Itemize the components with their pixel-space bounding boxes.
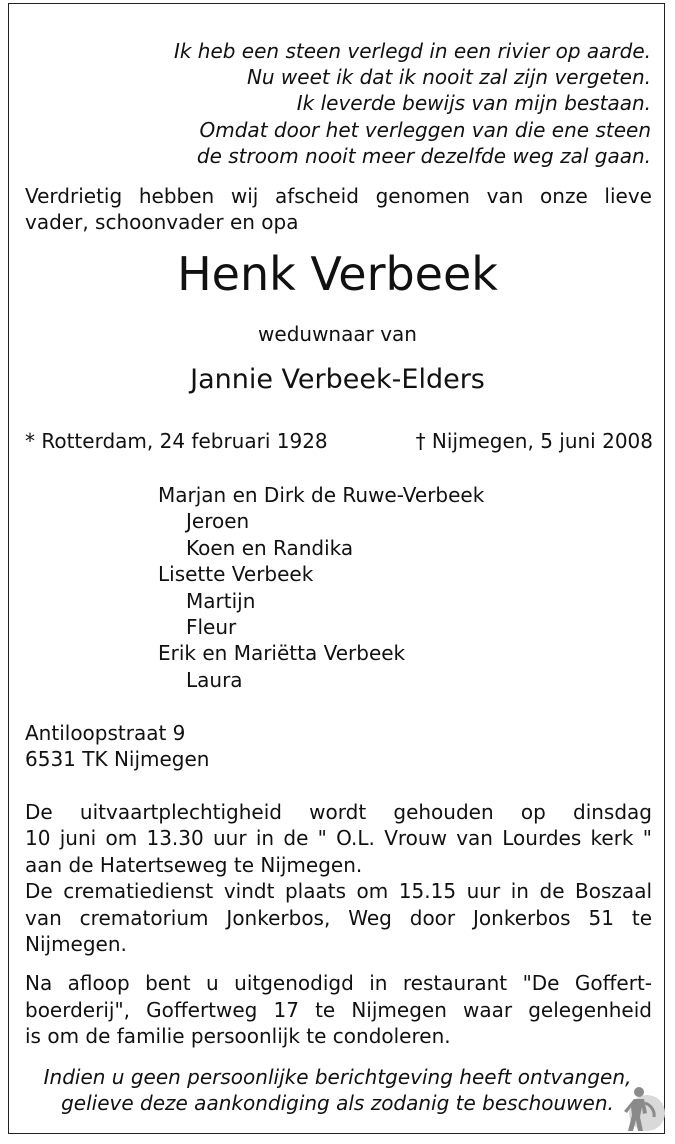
ceremony-line-4: De crematiedienst vindt plaats om 15.15 uur in de Boszaal	[25, 879, 652, 903]
grandchild: Martijn	[186, 589, 256, 613]
family-member: Marjan en Dirk de Ruwe-Verbeek	[158, 483, 485, 507]
address-street: Antiloopstraat 9	[25, 721, 186, 745]
intro-line-1: Verdrietig hebben wij afscheid genomen van onze lieve	[25, 184, 652, 208]
closing-line-1: Indien u geen persoonlijke berichtgeving heeft ontvangen,	[43, 1065, 632, 1089]
death-date: † Nijmegen, 5 juni 2008	[415, 429, 653, 453]
obituary-frame	[8, 3, 665, 1134]
poem-line-4: Omdat door het verleggen van die ene steen	[199, 118, 651, 142]
memorial-figure-icon	[617, 1083, 665, 1135]
reception-line-2: boerderij", Goffertweg 17 te Nijmegen waar gelegenheid	[25, 998, 652, 1022]
ceremony-line-2: 10 juni om 13.30 uur in de " O.L. Vrouw van Lourdes kerk "	[25, 826, 652, 850]
ceremony-line-5: van crematorium Jonkerbos, Weg door Jonkerbos 51 te	[25, 906, 652, 930]
ceremony-line-1: De uitvaartplechtigheid wordt gehouden op dinsdag	[25, 800, 652, 824]
birth-date: * Rotterdam, 24 februari 1928	[25, 429, 328, 453]
family-member: Lisette Verbeek	[158, 562, 314, 586]
closing-line-2: gelieve deze aankondiging als zodanig te beschouwen.	[61, 1091, 614, 1115]
grandchild: Fleur	[186, 615, 237, 639]
ceremony-line-3: aan de Hatertseweg te Nijmegen.	[25, 853, 363, 877]
deceased-name: Henk Verbeek	[177, 247, 498, 301]
family-member: Erik en Mariëtta Verbeek	[158, 641, 406, 665]
grandchild: Jeroen	[186, 509, 250, 533]
poem-line-1: Ik heb een steen verlegd in een rivier op aarde.	[173, 39, 651, 63]
reception-line-3: is om de familie persoonlijk te condoleren.	[25, 1024, 451, 1048]
grandchild: Koen en Randika	[186, 536, 354, 560]
reception-line-1: Na afloop bent u uitgenodigd in restaurant "De Goffert-	[25, 971, 652, 995]
intro-line-2: vader, schoonvader en opa	[25, 210, 299, 234]
poem-line-5: de stroom nooit meer dezelfde weg zal gaan.	[196, 144, 651, 168]
poem-line-2: Nu weet ik dat ik nooit zal zijn vergeten.	[246, 65, 651, 89]
poem-line-3: Ik leverde bewijs van mijn bestaan.	[296, 91, 651, 115]
address-city: 6531 TK Nijmegen	[25, 747, 210, 771]
spouse-name: Jannie Verbeek-Elders	[190, 364, 485, 395]
ceremony-line-6: Nijmegen.	[25, 932, 127, 956]
relation-text: weduwnaar van	[258, 322, 417, 346]
grandchild: Laura	[186, 668, 243, 692]
